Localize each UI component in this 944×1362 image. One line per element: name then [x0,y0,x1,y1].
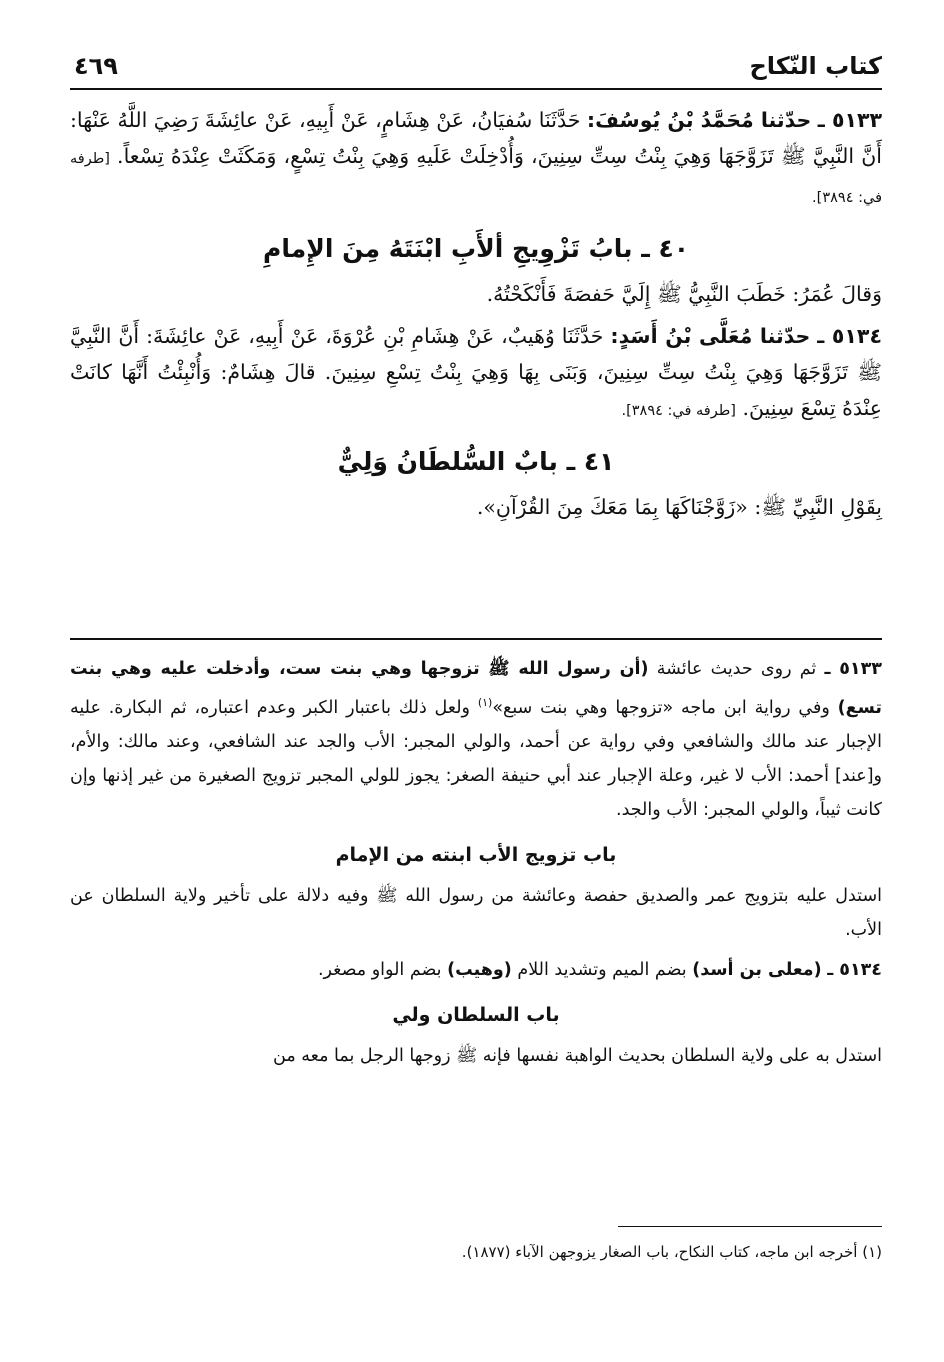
commentary-text: ولعل ذلك باعتبار الكبر وعدم اعتباره، ثم البكارة. عليه الإجبار عند مالك والشافعي وفي رواية عن أحمد، والولي المجبر: الأب والجد عند الشافعي، وعند مالك: والأم، و[عند] أحمد: الأب لا غير، وعلة الإجبار عند أبي حنيفة الصغر: يجوز للولي المجبر تزويج الصغيرة من غير إذنها وإن كانت ثيباً، والولي المجبر: الأب والجد. [70,697,882,820]
commentary-number: ٥١٣٤ ـ [827,959,882,980]
hadith-cross-reference: [طرفه في: ٣٨٩٤]. [70,151,882,206]
commentary-quote: (معلى بن أسد) [692,959,822,980]
commentary-text: ثم روى حديث عائشة [656,659,817,679]
page [70,40,882,1340]
hadith-text: حَدَّثَنَا وُهَيبٌ، عَنْ هِشَامِ بْنِ عُرْوَةَ، عَنْ أَبِيهِ، عَنْ عائِشَةَ: أَنَّ النَّبِيَّ ﷺ تَزَوَّجَهَا وَهِيَ بِنْتُ سِتِّ سِنِينَ، وَبَنَى بِهَا وَهِيَ بِنْتُ تِسْعِ سِنِينَ. قالَ هِشَامٌ: وَأُنْبِئْتُ أَنَّهَا كانَتْ عِنْدَهُ تِسْعَ سِنِينَ. [70,324,882,420]
footnote-reference[interactable]: (١) [477,696,493,709]
hadith-text: حَدَّثَنَا سُفيَانُ، عَنْ هِشَامٍ، عَنْ أَبِيهِ، عَنْ عائِشَةَ رَضِيَ اللَّهُ عَنْهَا: أَنَّ النَّبِيَّ ﷺ تَزَوَّجَهَا وَهِيَ بِنْتُ سِتِّ سِنِينَ، وَأُدْخِلَتْ عَلَيهِ وَهِيَ بِنْتُ تِسْعٍ، وَمَكَثَتْ عِنْدَهُ تِسْعاً. [70,108,882,168]
hadith-5134 [70,318,882,429]
chapter-title: كتاب النّكاح [749,52,882,80]
commentary-heading-40: باب تزويج الأب ابنته من الإمام [335,843,617,866]
commentary-5133 [70,652,882,827]
commentary-quote: (أن رسول الله ﷺ تزوجها وهي بنت ست، وأدخلت عليه وهي بنت تسع) [70,659,882,718]
commentary-number: ٥١٣٣ ـ [824,659,882,679]
chapter-41-quote: بِقَوْلِ النَّبِيِّ ﷺ: «زَوَّجْنَاكَهَا بِمَا مَعَكَ مِنَ القُرْآنِ». [476,495,882,519]
chapter-heading-40: ٤٠ ـ بابُ تَزْوِيجِ ألأَبِ ابْنَتَهُ مِنَ الإِمامِ [263,234,689,263]
commentary-bab-41-text: استدل به على ولاية السلطان بحديث الواهبة نفسها فإنه ﷺ زوجها الرجل بما معه من [273,1045,882,1066]
commentary-5134 [70,953,882,987]
main-text [70,102,882,525]
commentary-text: بضم الواو مصغر. [317,959,442,980]
chapter-40-quote: وَقالَ عُمَرُ: خَطَبَ النَّبِيُّ ﷺ إِلَيَّ حَفصَةَ فَأَنْكَحْتُهُ. [486,282,882,306]
commentary-text: وفي رواية ابن ماجه «تزوجها وهي بنت سبع» [492,697,830,718]
commentary-bab-40-text: استدل عليه بتزويج عمر والصديق حفصة وعائشة من رسول الله ﷺ وفيه دلالة على تأخير ولاية السلطان عن الأب. [70,885,882,940]
hadith-5133 [70,102,882,216]
chapter-heading-41: ٤١ ـ بابٌ السُّلطَانُ وَلِيٌّ [337,447,615,476]
running-header [70,48,882,90]
hadith-narrator: حدّثنا مُعَلَّى بْنُ أَسَدٍ: [610,324,811,348]
commentary-heading-41: باب السلطان ولي [392,1003,560,1026]
hadith-narrator: حدّثنا مُحَمَّدُ بْنُ يُوسُفَ: [586,108,812,132]
footnote: (١) أخرجه ابن ماجه، كتاب النكاح، باب الصغار يزوجهن الآباء (١٨٧٧). [461,1243,882,1261]
commentary-quote: (وهيب) [447,959,512,980]
footnote-rule [618,1226,882,1227]
commentary-divider [70,638,882,640]
commentary [70,652,882,1073]
hadith-number: ٥١٣٣ ـ [817,108,882,132]
hadith-number: ٥١٣٤ ـ [817,324,882,348]
hadith-cross-reference: [طرفه في: ٣٨٩٤]. [621,403,736,419]
page-number: ٤٦٩ [74,52,118,80]
commentary-text: بضم الميم وتشديد اللام [517,959,687,980]
